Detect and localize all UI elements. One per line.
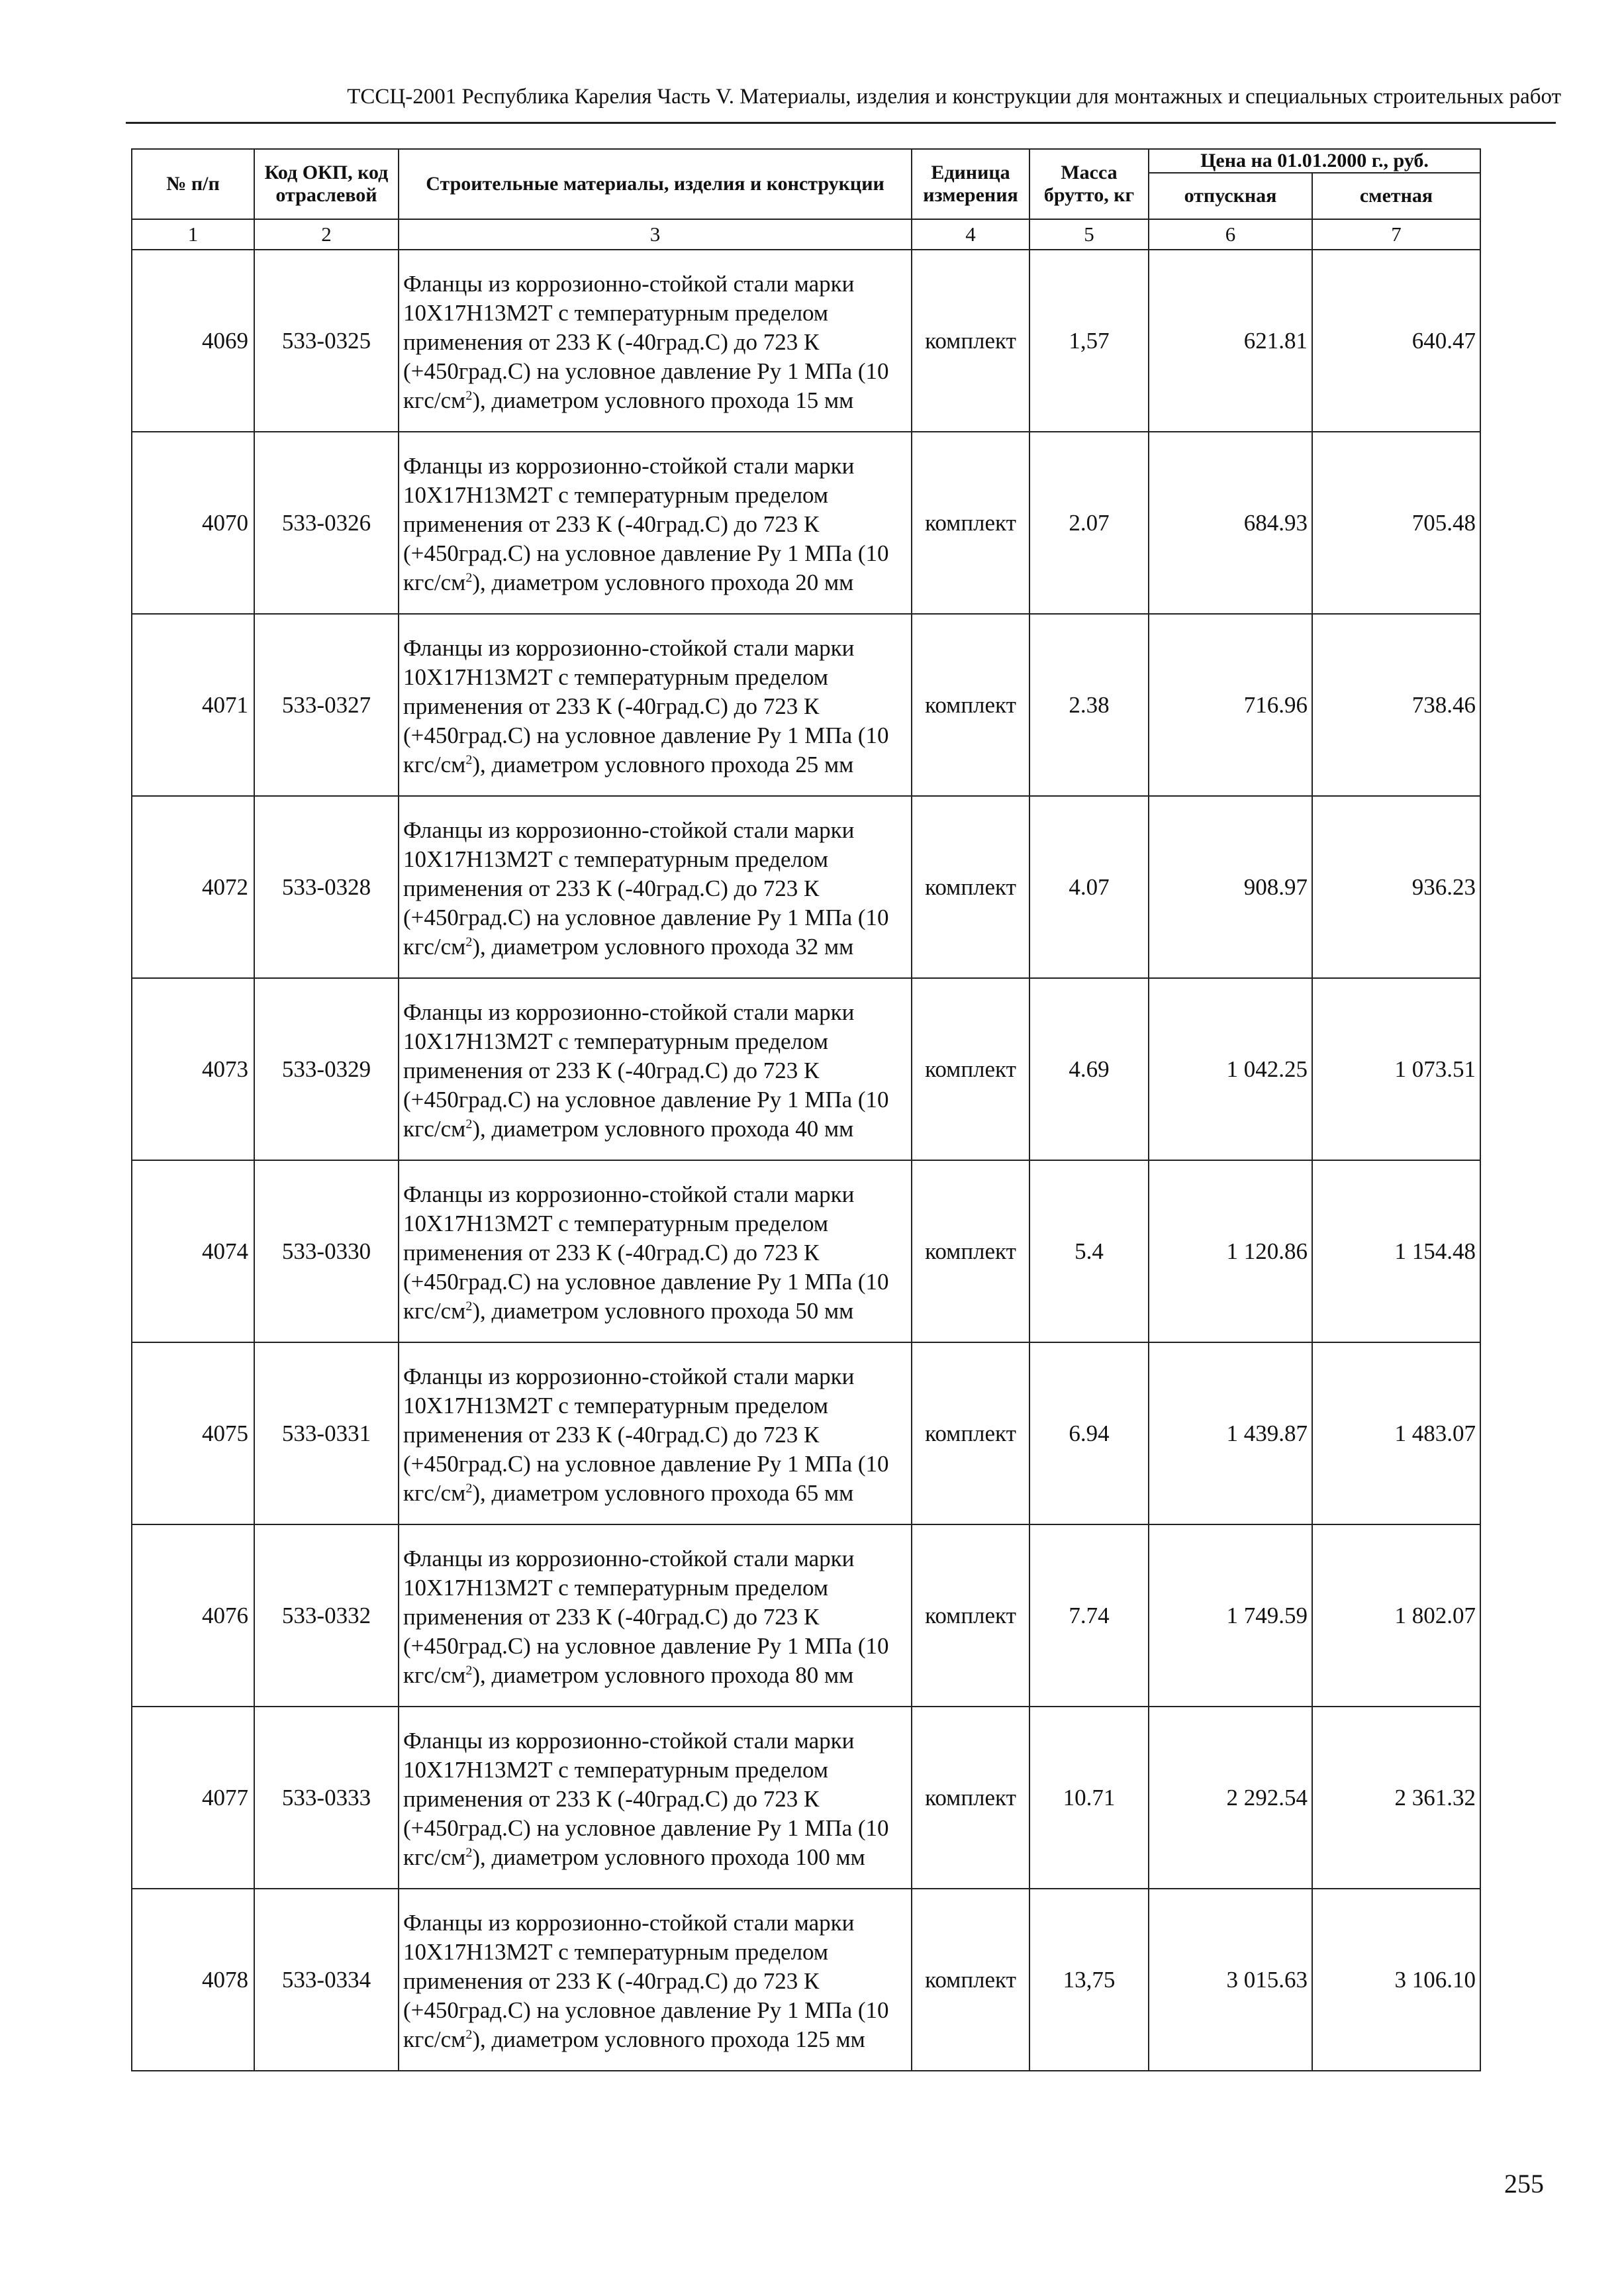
cell-price-estimate: 705.48: [1312, 432, 1480, 614]
cell-description: [399, 1342, 912, 1524]
cell-code: 533-0331: [254, 1342, 399, 1524]
table-row: [132, 1707, 1480, 1889]
cell-unit: комплект: [912, 1342, 1029, 1524]
column-number-row: [132, 219, 1480, 250]
description-superscript: 2: [465, 752, 473, 767]
col-header-code: Код ОКП, код отраслевой: [254, 149, 399, 219]
cell-price-estimate: 936.23: [1312, 796, 1480, 978]
cell-code: 533-0334: [254, 1889, 399, 2071]
cell-mass: 2.07: [1029, 432, 1149, 614]
column-number: 2: [254, 219, 399, 250]
table-row: [132, 432, 1480, 614]
cell-description: [399, 978, 912, 1160]
description-text-end: ), диаметром условного прохода 15 мм: [472, 387, 854, 413]
column-number: 1: [132, 219, 254, 250]
description-superscript: 2: [465, 1298, 473, 1313]
cell-price-release: 2 292.54: [1149, 1707, 1312, 1889]
col-header-desc: Строительные материалы, изделия и конструкции: [399, 149, 912, 219]
table-row: [132, 796, 1480, 978]
cell-price-release: 908.97: [1149, 796, 1312, 978]
col-header-no: № п/п: [132, 149, 254, 219]
cell-unit: комплект: [912, 250, 1029, 432]
cell-price-release: 621.81: [1149, 250, 1312, 432]
description-superscript: 2: [465, 1116, 473, 1131]
cell-code: 533-0328: [254, 796, 399, 978]
description-text-end: ), диаметром условного прохода 32 мм: [472, 933, 854, 960]
cell-no: 4076: [132, 1524, 254, 1707]
cell-description: [399, 1160, 912, 1342]
cell-mass: 5.4: [1029, 1160, 1149, 1342]
table-row: [132, 978, 1480, 1160]
description-text-end: ), диаметром условного прохода 25 мм: [472, 751, 854, 777]
description-superscript: 2: [465, 1844, 473, 1860]
table-body: [132, 250, 1480, 2071]
description-text: Фланцы из коррозионно-стойкой стали марки 10Х17Н13М2Т с температурным пределом применения от 233 К (-40град.С) до 723 К (+450град.С) на условное давление Ру 1 МПа (10 кгс/см: [403, 452, 889, 595]
cell-description: [399, 1524, 912, 1707]
cell-no: 4074: [132, 1160, 254, 1342]
cell-mass: 13,75: [1029, 1889, 1149, 2071]
page-header: ТССЦ-2001 Республика Карелия Часть V. Материалы, изделия и конструкции для монтажных и специальных строительных работ: [347, 85, 1561, 109]
cell-description: [399, 1707, 912, 1889]
description-text: Фланцы из коррозионно-стойкой стали марки 10Х17Н13М2Т с температурным пределом применения от 233 К (-40град.С) до 723 К (+450град.С) на условное давление Ру 1 МПа (10 кгс/см: [403, 817, 889, 960]
header-rule: [126, 122, 1556, 124]
description-text: Фланцы из коррозионно-стойкой стали марки 10Х17Н13М2Т с температурным пределом применения от 233 К (-40град.С) до 723 К (+450град.С) на условное давление Ру 1 МПа (10 кгс/см: [403, 1909, 889, 2052]
cell-code: 533-0329: [254, 978, 399, 1160]
cell-price-release: 716.96: [1149, 614, 1312, 796]
description-superscript: 2: [465, 934, 473, 949]
cell-code: 533-0333: [254, 1707, 399, 1889]
cell-no: 4073: [132, 978, 254, 1160]
cell-no: 4072: [132, 796, 254, 978]
description-text: Фланцы из коррозионно-стойкой стали марки 10Х17Н13М2Т с температурным пределом применения от 233 К (-40град.С) до 723 К (+450град.С) на условное давление Ру 1 МПа (10 кгс/см: [403, 634, 889, 777]
description-text-end: ), диаметром условного прохода 100 мм: [472, 1844, 865, 1870]
cell-unit: комплект: [912, 978, 1029, 1160]
price-table: [131, 148, 1481, 2071]
table-row: [132, 1342, 1480, 1524]
column-number: 6: [1149, 219, 1312, 250]
cell-description: [399, 250, 912, 432]
cell-mass: 4.07: [1029, 796, 1149, 978]
cell-unit: комплект: [912, 614, 1029, 796]
cell-no: 4069: [132, 250, 254, 432]
cell-no: 4078: [132, 1889, 254, 2071]
table-row: [132, 1160, 1480, 1342]
description-superscript: 2: [465, 387, 473, 403]
cell-no: 4071: [132, 614, 254, 796]
col-header-price-group: Цена на 01.01.2000 г., руб.: [1149, 149, 1480, 173]
col-header-price-estimate: сметная: [1312, 173, 1480, 219]
cell-mass: 4.69: [1029, 978, 1149, 1160]
cell-description: [399, 432, 912, 614]
cell-code: 533-0330: [254, 1160, 399, 1342]
cell-price-estimate: 3 106.10: [1312, 1889, 1480, 2071]
cell-price-release: 1 749.59: [1149, 1524, 1312, 1707]
cell-unit: комплект: [912, 1160, 1029, 1342]
page-number: 255: [1504, 2169, 1544, 2199]
cell-unit: комплект: [912, 1889, 1029, 2071]
cell-price-estimate: 2 361.32: [1312, 1707, 1480, 1889]
cell-mass: 7.74: [1029, 1524, 1149, 1707]
description-superscript: 2: [465, 1480, 473, 1495]
description-text: Фланцы из коррозионно-стойкой стали марки 10Х17Н13М2Т с температурным пределом применения от 233 К (-40град.С) до 723 К (+450град.С) на условное давление Ру 1 МПа (10 кгс/см: [403, 270, 889, 413]
cell-price-estimate: 1 154.48: [1312, 1160, 1480, 1342]
table-row: [132, 1524, 1480, 1707]
cell-description: [399, 1889, 912, 2071]
table-row: [132, 1889, 1480, 2071]
description-superscript: 2: [465, 1662, 473, 1677]
cell-description: [399, 614, 912, 796]
cell-price-estimate: 640.47: [1312, 250, 1480, 432]
cell-price-estimate: 1 483.07: [1312, 1342, 1480, 1524]
col-header-mass: Масса брутто, кг: [1029, 149, 1149, 219]
description-text-end: ), диаметром условного прохода 50 мм: [472, 1297, 854, 1324]
description-text-end: ), диаметром условного прохода 65 мм: [472, 1479, 854, 1506]
description-text-end: ), диаметром условного прохода 40 мм: [472, 1115, 854, 1142]
cell-no: 4070: [132, 432, 254, 614]
cell-mass: 6.94: [1029, 1342, 1149, 1524]
column-number: 4: [912, 219, 1029, 250]
cell-mass: 2.38: [1029, 614, 1149, 796]
cell-mass: 10.71: [1029, 1707, 1149, 1889]
col-header-unit: Единица измерения: [912, 149, 1029, 219]
description-text: Фланцы из коррозионно-стойкой стали марки 10Х17Н13М2Т с температурным пределом применения от 233 К (-40град.С) до 723 К (+450град.С) на условное давление Ру 1 МПа (10 кгс/см: [403, 1363, 889, 1506]
description-text: Фланцы из коррозионно-стойкой стали марки 10Х17Н13М2Т с температурным пределом применения от 233 К (-40град.С) до 723 К (+450град.С) на условное давление Ру 1 МПа (10 кгс/см: [403, 999, 889, 1142]
cell-price-release: 1 120.86: [1149, 1160, 1312, 1342]
description-text: Фланцы из коррозионно-стойкой стали марки 10Х17Н13М2Т с температурным пределом применения от 233 К (-40град.С) до 723 К (+450град.С) на условное давление Ру 1 МПа (10 кгс/см: [403, 1727, 889, 1870]
cell-mass: 1,57: [1029, 250, 1149, 432]
cell-price-estimate: 1 802.07: [1312, 1524, 1480, 1707]
description-text-end: ), диаметром условного прохода 80 мм: [472, 1662, 854, 1688]
description-superscript: 2: [465, 2026, 473, 2042]
cell-unit: комплект: [912, 432, 1029, 614]
cell-unit: комплект: [912, 1524, 1029, 1707]
cell-code: 533-0332: [254, 1524, 399, 1707]
cell-price-release: 684.93: [1149, 432, 1312, 614]
cell-code: 533-0326: [254, 432, 399, 614]
description-text-end: ), диаметром условного прохода 125 мм: [472, 2026, 865, 2052]
table-row: [132, 250, 1480, 432]
col-header-price-release: отпускная: [1149, 173, 1312, 219]
cell-unit: комплект: [912, 1707, 1029, 1889]
table-row: [132, 614, 1480, 796]
column-number: 7: [1312, 219, 1480, 250]
description-text: Фланцы из коррозионно-стойкой стали марки 10Х17Н13М2Т с температурным пределом применения от 233 К (-40град.С) до 723 К (+450град.С) на условное давление Ру 1 МПа (10 кгс/см: [403, 1181, 889, 1324]
cell-price-estimate: 1 073.51: [1312, 978, 1480, 1160]
cell-code: 533-0327: [254, 614, 399, 796]
description-text-end: ), диаметром условного прохода 20 мм: [472, 569, 854, 595]
column-number: 3: [399, 219, 912, 250]
cell-price-release: 3 015.63: [1149, 1889, 1312, 2071]
cell-unit: комплект: [912, 796, 1029, 978]
cell-description: [399, 796, 912, 978]
cell-no: 4077: [132, 1707, 254, 1889]
column-number: 5: [1029, 219, 1149, 250]
cell-price-release: 1 439.87: [1149, 1342, 1312, 1524]
table-head: [132, 149, 1480, 250]
description-superscript: 2: [465, 570, 473, 585]
cell-code: 533-0325: [254, 250, 399, 432]
description-text: Фланцы из коррозионно-стойкой стали марки 10Х17Н13М2Т с температурным пределом применения от 233 К (-40град.С) до 723 К (+450град.С) на условное давление Ру 1 МПа (10 кгс/см: [403, 1545, 889, 1688]
cell-price-estimate: 738.46: [1312, 614, 1480, 796]
cell-no: 4075: [132, 1342, 254, 1524]
cell-price-release: 1 042.25: [1149, 978, 1312, 1160]
